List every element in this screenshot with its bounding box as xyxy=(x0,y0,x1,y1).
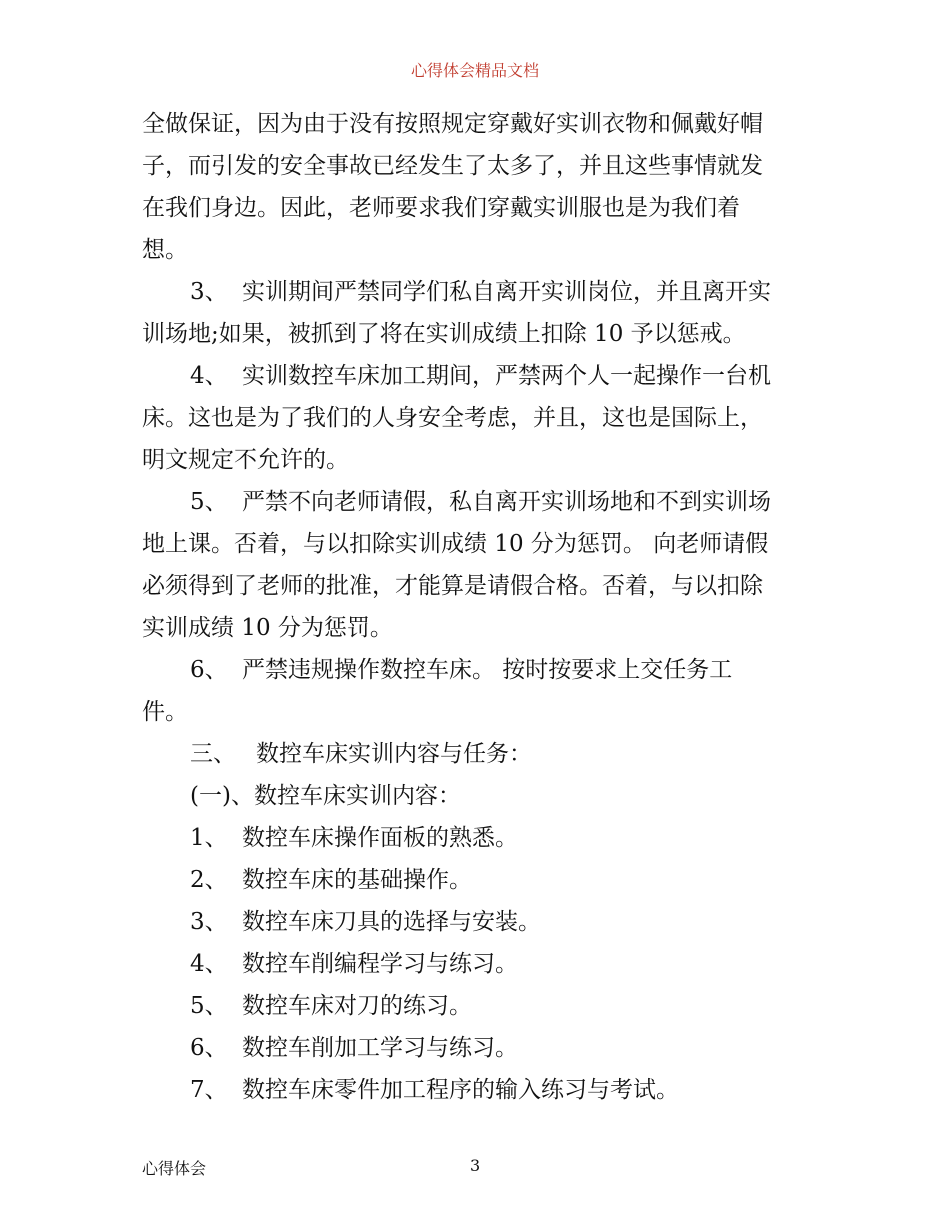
rule-number: 5、 xyxy=(190,489,228,515)
rule-number: 3、 xyxy=(190,279,228,305)
content-list xyxy=(142,817,822,1111)
page-header-title: 心得体会精品文档 xyxy=(410,61,539,80)
text-line: 床。这也是为了我们的人身安全考虑，并且，这也是国际上， xyxy=(142,405,763,431)
section-number: 三、 xyxy=(190,741,236,767)
rule-number: 4、 xyxy=(190,363,228,389)
document-body xyxy=(142,103,822,1111)
item-number: 5、 xyxy=(190,993,228,1019)
item-text: 数控车床的基础操作。 xyxy=(242,867,472,893)
text-line: 全做保证，因为由于没有按照规定穿戴好实训衣物和佩戴好帽 xyxy=(142,111,763,137)
item-number: 7、 xyxy=(190,1077,228,1103)
section-heading xyxy=(142,733,822,775)
item-number: 2、 xyxy=(190,867,228,893)
list-item xyxy=(142,943,822,985)
list-item xyxy=(142,1027,822,1069)
rule-item-4 xyxy=(142,355,822,481)
rule-item-3 xyxy=(142,271,822,355)
page-footer-label: 心得体会 xyxy=(142,1159,207,1178)
item-text: 数控车削加工学习与练习。 xyxy=(242,1035,518,1061)
paragraph-continuation xyxy=(142,103,822,271)
text-line: 严禁不向老师请假，私自离开实训场地和不到实训场 xyxy=(242,489,771,515)
item-text: 数控车床对刀的练习。 xyxy=(242,993,472,1019)
text-line: 在我们身边。因此，老师要求我们穿戴实训服也是为我们着 xyxy=(142,195,740,221)
list-item xyxy=(142,817,822,859)
item-number: 3、 xyxy=(190,909,228,935)
text-line: 实训期间严禁同学们私自离开实训岗位，并且离开实 xyxy=(242,279,771,305)
text-line: 实训数控车床加工期间，严禁两个人一起操作一台机 xyxy=(242,363,771,389)
item-number: 4、 xyxy=(190,951,228,977)
rule-item-6 xyxy=(142,649,822,733)
item-number: 1、 xyxy=(190,825,228,851)
item-number: 6、 xyxy=(190,1035,228,1061)
text-line: 子，而引发的安全事故已经发生了太多了，并且这些事情就发 xyxy=(142,153,763,179)
page-number: 3 xyxy=(470,1156,481,1175)
subsection-heading: (一)、数控车床实训内容： xyxy=(190,783,461,809)
section-title: 数控车床实训内容与任务： xyxy=(256,741,532,767)
item-text: 数控车削编程学习与练习。 xyxy=(242,951,518,977)
text-line: 想。 xyxy=(142,237,188,263)
text-line: 严禁违规操作数控车床。 按时按要求上交任务工 xyxy=(242,657,733,683)
text-line: 训场地;如果，被抓到了将在实训成绩上扣除 10 予以惩戒。 xyxy=(142,321,746,347)
list-item xyxy=(142,901,822,943)
item-text: 数控车床刀具的选择与安装。 xyxy=(242,909,541,935)
item-text: 数控车床操作面板的熟悉。 xyxy=(242,825,518,851)
list-item xyxy=(142,859,822,901)
text-line: 件。 xyxy=(142,699,188,725)
list-item xyxy=(142,985,822,1027)
list-item xyxy=(142,1069,822,1111)
text-line: 地上课。否着，与以扣除实训成绩 10 分为惩罚。 向老师请假 xyxy=(142,531,769,557)
text-line: 必须得到了老师的批准，才能算是请假合格。否着，与以扣除 xyxy=(142,573,763,599)
text-line: 实训成绩 10 分为惩罚。 xyxy=(142,615,393,641)
item-text: 数控车床零件加工程序的输入练习与考试。 xyxy=(242,1077,679,1103)
rule-item-5 xyxy=(142,481,822,649)
rule-number: 6、 xyxy=(190,657,228,683)
text-line: 明文规定不允许的。 xyxy=(142,447,349,473)
